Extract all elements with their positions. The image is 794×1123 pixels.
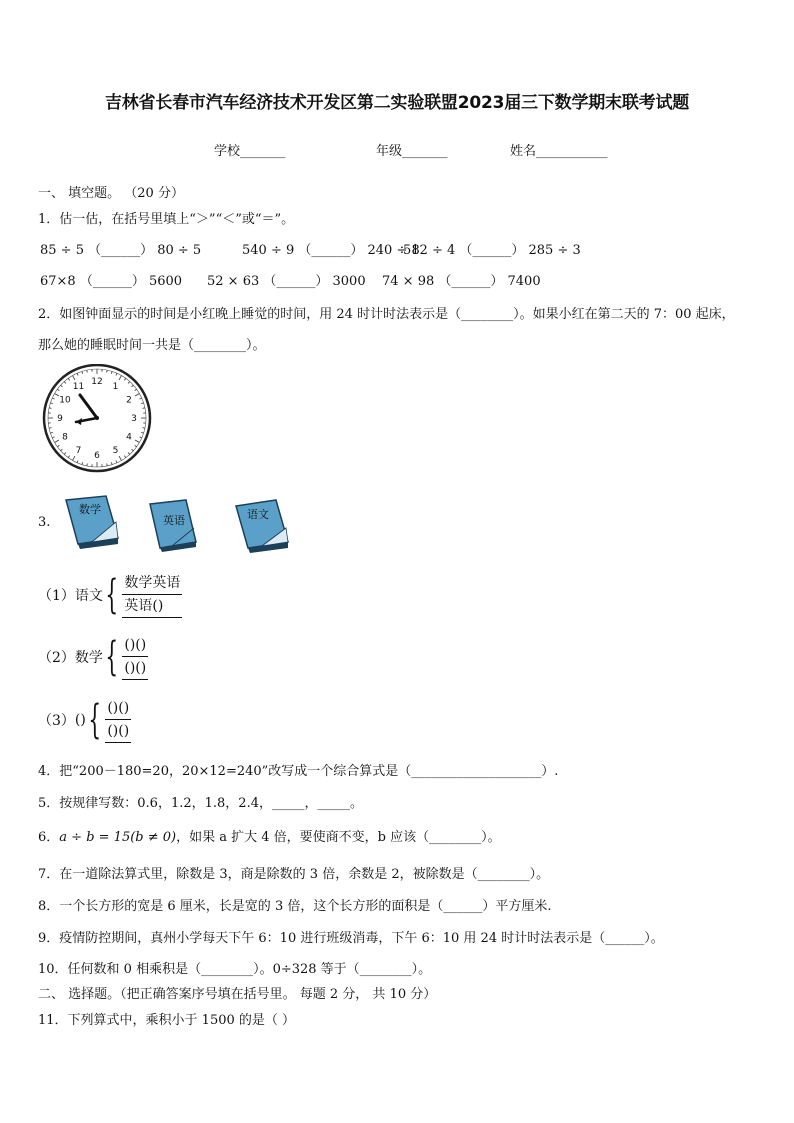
clock-tick	[49, 408, 51, 409]
clock-number: 12	[91, 377, 103, 387]
chinese-book-label: 语文	[247, 508, 269, 521]
q1-item: 74 × 98 （______） 7400	[382, 274, 541, 289]
question-11: 11．下列算式中，乘积小于 1500 的是（ ）	[38, 1013, 296, 1028]
name-field[interactable]: 姓名___________	[510, 144, 608, 159]
question-9: 9．疫情防控期间，真州小学每天下午 6：10 进行班级消毒，下午 6：10 用 24 时计时法表示是（______）。	[38, 931, 664, 946]
clock-number: 8	[62, 432, 68, 443]
clock-tick	[87, 370, 88, 372]
q3-option-1-bottom: 英语()	[122, 595, 182, 618]
english-book-icon	[148, 498, 198, 552]
clock-number: 11	[72, 381, 85, 392]
grade-field[interactable]: 年级_______	[376, 144, 448, 159]
question-2-line-1: 2．如图钟面显示的时间是小红晚上睡觉的时间，用 24 时计时法表示是（________）。如果小红在第二天的 7：00 起床，	[38, 307, 735, 322]
q1-item: 52 × 63 （______） 3000	[207, 274, 366, 289]
question-3-label: 3.	[38, 515, 51, 530]
clock-number: 7	[75, 446, 82, 457]
math-book-icon	[62, 494, 122, 550]
question-5: 5．按规律写数：0.6，1.2，1.8，2.4，_____，_____。	[38, 796, 363, 811]
clock-number: 9	[57, 414, 63, 424]
q3-option-3-left: ()	[74, 712, 86, 728]
school-field[interactable]: 学校_______	[214, 144, 286, 159]
q1-item: 67×8 （______） 5600	[40, 274, 183, 289]
q3-option-1	[38, 572, 182, 618]
q3-option-2-bottom: ()()	[122, 657, 148, 680]
clock-tick	[107, 370, 108, 372]
page-title: 吉林省长春市汽车经济技术开发区第二实验联盟2023届三下数学期末联考试题	[104, 93, 690, 113]
question-6-formula: a ÷ b = 15(b ≠ 0)	[59, 830, 177, 845]
clock-number: 3	[131, 414, 137, 424]
q3-option-3-number: （3）	[38, 713, 75, 729]
clock-tick	[87, 463, 88, 465]
q1-item: 85 ÷ 5 （______） 80 ÷ 5	[40, 243, 202, 258]
clock-number: 5	[112, 446, 119, 457]
q3-option-2-left: 数学	[74, 650, 103, 666]
q3-option-2-top: ()()	[122, 634, 148, 657]
clock-tick	[142, 408, 144, 409]
clock-tick	[107, 463, 108, 465]
question-1-text: 1．估一估，在括号里填上“＞”“＜”或“＝”。	[38, 212, 295, 227]
q3-option-2-number: （2）	[38, 650, 75, 666]
q3-option-3-top: ()()	[105, 697, 131, 720]
brace-symbol: {	[105, 572, 119, 618]
clock-number: 1	[112, 381, 119, 392]
q3-option-3	[38, 697, 131, 743]
english-book-label: 英语	[163, 514, 185, 527]
clock-number: 6	[94, 451, 100, 461]
q1-item: 512 ÷ 4 （______） 285 ÷ 3	[403, 243, 581, 258]
brace-symbol: {	[105, 634, 119, 680]
section-1-heading: 一、 填空题。 （20 分）	[38, 186, 184, 201]
section-2-heading: 二、 选择题。（把正确答案序号填在括号里。 每题 2 分， 共 10 分）	[38, 987, 437, 1002]
clock-tick	[49, 428, 51, 429]
clock-face-image	[40, 364, 154, 474]
q3-option-1-number: （1）	[38, 588, 75, 604]
question-2-line-2: 那么她的睡眠时间一共是（________）。	[38, 338, 266, 353]
chinese-book-icon	[234, 498, 292, 554]
brace-symbol: {	[88, 697, 101, 743]
question-8: 8．一个长方形的宽是 6 厘米，长是宽的 3 倍，这个长方形的面积是（______）平方厘米.	[38, 899, 552, 914]
q1-item: 540 ÷ 9 （______） 240 ÷ 8	[242, 243, 420, 258]
question-10: 10．任何数和 0 相乘积是（________）。0÷328 等于（________）。	[38, 962, 432, 977]
q3-option-1-top: 数学英语	[122, 572, 182, 595]
clock-number: 10	[59, 395, 71, 406]
q3-option-2	[38, 634, 148, 680]
question-6-text: ，如果 a 扩大 4 倍，要使商不变，b 应该（________）。	[176, 830, 501, 845]
math-book-label: 数学	[79, 503, 101, 516]
question-4: 4．把“200－180=20，20×12=240”改写成一个综合算式是（____________________）.	[38, 764, 559, 779]
q3-option-3-bottom: ()()	[105, 720, 131, 743]
question-6: 6．a ÷ b = 15(b ≠ 0)，如果 a 扩大 4 倍，要使商不变，b 应该（________）。	[38, 830, 501, 845]
clock-number: 4	[126, 432, 132, 443]
clock-number: 2	[126, 395, 132, 406]
q3-option-1-left: 语文	[74, 588, 103, 604]
question-7: 7．在一道除法算式里，除数是 3，商是除数的 3 倍，余数是 2，被除数是（________）。	[38, 867, 550, 882]
clock-tick	[142, 428, 144, 429]
